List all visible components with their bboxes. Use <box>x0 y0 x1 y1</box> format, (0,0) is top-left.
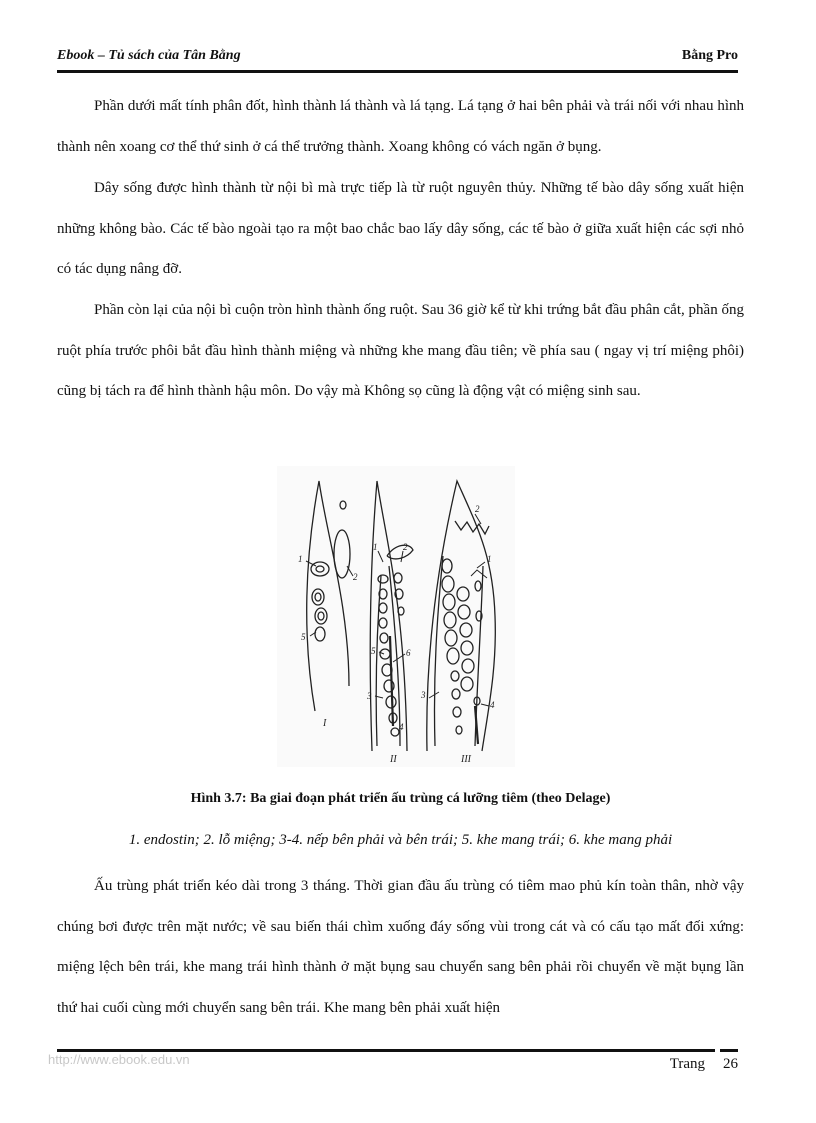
page-label: Trang <box>669 1056 705 1072</box>
figure-label: 1 <box>373 542 378 552</box>
figure-label: 2 <box>353 572 358 582</box>
footer-rule <box>720 1049 738 1052</box>
page-number <box>670 1056 738 1073</box>
figure-label: 1 <box>298 554 303 564</box>
stage-label: III <box>461 754 471 765</box>
figure-label: 6 <box>406 648 411 658</box>
figure-label: 3 <box>367 691 372 701</box>
figure-label: 4 <box>399 722 404 732</box>
paragraph: Phần còn lại của nội bì cuộn tròn hình thành ống ruột. Sau 36 giờ kể từ khi trứng bắt đầu phân cắt, phần ống ruột phía trước phôi bắt đầu hình thành miệng và những khe mang đầu tiên; về phía sau ( ngay vị trí miệng phôi) cũng bị tách ra để hình thành hậu môn. Do vậy mà Không sọ cũng là động vật có miệng sinh sau. <box>57 302 744 399</box>
header-author: Bằng Pro <box>681 48 738 63</box>
stage-3-mouth-cirri <box>455 521 489 534</box>
figure-label: 5 <box>301 632 306 642</box>
figure-label: 2 <box>475 504 480 514</box>
paragraph: Dây sống được hình thành từ nội bì mà trực tiếp là từ ruột nguyên thủy. Những tế bào dây sống xuất hiện những không bào. Các tế bào ngoài tạo ra một bao chắc bao lấy dây sống, các tế bào ở giữa xuất hiện các sợi nhỏ có tác dụng nâng đỡ. <box>57 180 744 277</box>
footer-url-watermark: http://www.ebook.edu.vn <box>48 1052 190 1067</box>
stage-label: I <box>323 718 327 729</box>
header-rule <box>57 70 738 73</box>
header-title: Ebook – Tủ sách của Tân Bằng <box>57 48 241 63</box>
figure-legend: 1. endostin; 2. lỗ miệng; 3-4. nếp bên phải và bên trái; 5. khe mang trái; 6. khe mang phải <box>128 832 673 848</box>
larva-stages-drawing <box>277 466 515 767</box>
stage-1-outline <box>307 481 349 711</box>
stage-1-notochord <box>334 530 350 578</box>
page-header <box>57 48 738 72</box>
stage-1-endostyle <box>311 562 329 576</box>
figure-caption: Hình 3.7: Ba giai đoạn phát triển ấu trùng cá lưỡng tiêm (theo Delage) <box>190 791 611 806</box>
paragraph: Phần dưới mất tính phân đốt, hình thành lá thành và lá tạng. Lá tạng ở hai bên phải và trái nối với nhau hình thành nên xoang cơ thể thứ sinh ở cá thể trưởng thành. Xoang không có vách ngăn ở bụng. <box>57 98 744 155</box>
page-number-value: 26 <box>723 1056 738 1072</box>
figure-label: 1 <box>487 554 492 564</box>
larva-stages-figure <box>277 466 515 767</box>
figure-label: 5 <box>371 646 376 656</box>
paragraph: Ấu trùng phát triển kéo dài trong 3 tháng. Thời gian đầu ấu trùng có tiêm mao phủ kín toàn thân, nhờ vậy chúng bơi được trên mặt nước; về sau biến thái chìm xuống đáy sống vùi trong cát và có cấu tạo mất đối xứng: miệng lệch bên trái, khe mang trái hình thành ở mặt bụng sau chuyển sang bên phải rồi chuyển về mặt bụng lần thứ hai cuối cùng mới chuyển sang bên trái. Khe mang bên phải xuất hiện <box>57 878 744 1016</box>
stage-label: II <box>390 754 397 765</box>
stage-2-inner-left <box>376 576 381 746</box>
figure-label: 3 <box>421 690 426 700</box>
figure-label: 4 <box>490 700 495 710</box>
figure-label: 2 <box>403 542 408 552</box>
